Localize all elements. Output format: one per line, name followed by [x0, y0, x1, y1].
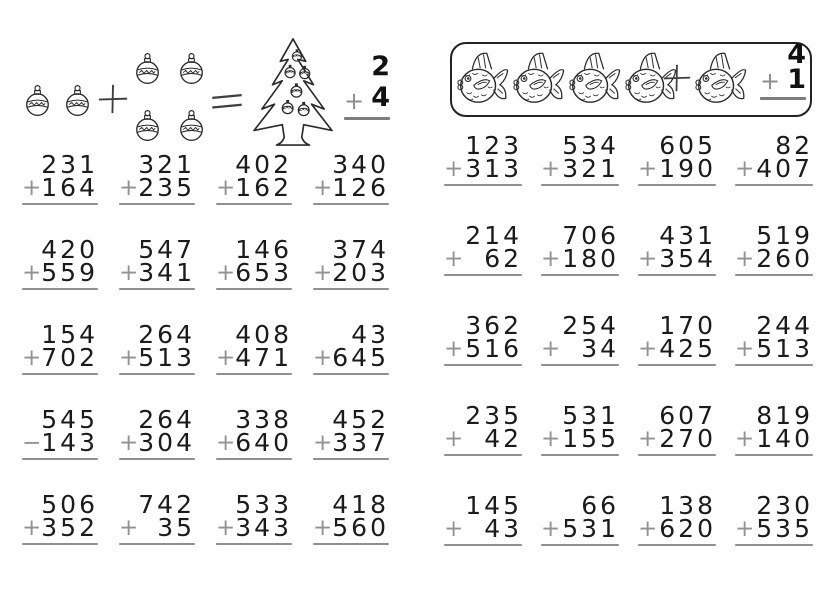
- christmas-tree-icon: [249, 36, 337, 149]
- addend-bottom: 140: [756, 424, 813, 453]
- addend-bottom: 126: [332, 173, 389, 202]
- operator: +: [638, 426, 658, 452]
- operator: +: [216, 515, 236, 541]
- addend-bottom: 645: [332, 343, 389, 372]
- column-addition-problem: [444, 491, 522, 546]
- addend-bottom: 4: [371, 82, 390, 113]
- column-addition-problem: [444, 401, 522, 456]
- addend-top: 340: [332, 150, 389, 179]
- answer-line: [760, 97, 806, 100]
- column-addition-problem: [735, 401, 813, 456]
- answer-line: [22, 543, 98, 545]
- operator: +: [119, 515, 139, 541]
- addend-bottom: 653: [235, 258, 292, 287]
- fish-group-four: [453, 48, 677, 110]
- column-addition-problem: [638, 491, 716, 546]
- addend-bottom: 43: [484, 514, 522, 543]
- equals-icon: [210, 91, 244, 113]
- operator: +: [313, 260, 333, 286]
- answer-line: [313, 458, 389, 460]
- bauble-group-two: [24, 84, 91, 118]
- addend-bottom: 42: [484, 424, 522, 453]
- operator: +: [216, 175, 236, 201]
- addend-top: 123: [465, 131, 522, 160]
- addend-bottom: 471: [235, 343, 292, 372]
- addend-bottom: 352: [41, 513, 98, 542]
- answer-line: [344, 117, 390, 120]
- column-addition-problem: [444, 311, 522, 366]
- operator: +: [541, 156, 561, 182]
- addend-top: 43: [351, 320, 389, 349]
- answer-line: [735, 454, 813, 456]
- addend-top: 170: [659, 311, 716, 340]
- column-addition-problem: [22, 405, 98, 460]
- column-addition-problem: [313, 150, 389, 205]
- addend-bottom: 560: [332, 513, 389, 542]
- header-plus-sign: [97, 83, 129, 115]
- operator: +: [444, 246, 464, 272]
- addend-top: 374: [332, 235, 389, 264]
- fish-icon: [509, 48, 567, 110]
- column-addition-problem: [735, 491, 813, 546]
- addend-bottom: 203: [332, 258, 389, 287]
- header-equals-sign: [210, 91, 244, 113]
- operator: +: [22, 515, 42, 541]
- answer-line: [735, 364, 813, 366]
- answer-line: [735, 544, 813, 546]
- addend-top: 244: [756, 311, 813, 340]
- right-header-problem: [760, 39, 806, 100]
- addend-top: 506: [41, 490, 98, 519]
- fish-wrap: [691, 48, 749, 110]
- answer-line: [216, 543, 292, 545]
- answer-line: [541, 544, 619, 546]
- operator: +: [541, 336, 561, 362]
- addend-bottom: 235: [138, 173, 195, 202]
- answer-line: [22, 373, 98, 375]
- addend-bottom: 313: [465, 154, 522, 183]
- addend-bottom: 143: [41, 428, 98, 457]
- addend-bottom: 35: [157, 513, 195, 542]
- operator: +: [444, 156, 464, 182]
- answer-line: [638, 274, 716, 276]
- addend-top: 2: [371, 51, 390, 82]
- operator: +: [313, 515, 333, 541]
- addend-top: 138: [659, 491, 716, 520]
- addend-bottom: 343: [235, 513, 292, 542]
- answer-line: [735, 274, 813, 276]
- addend-bottom: 337: [332, 428, 389, 457]
- operator: +: [119, 345, 139, 371]
- column-addition-problem: [735, 221, 813, 276]
- addend-top: 66: [581, 491, 619, 520]
- addend-top: 264: [138, 320, 195, 349]
- answer-line: [313, 373, 389, 375]
- operator: +: [313, 430, 333, 456]
- fish-wrap: [509, 48, 567, 110]
- addend-bottom: 62: [484, 244, 522, 273]
- christmas-bauble-icon: [134, 52, 161, 86]
- left-problems-grid: [22, 150, 389, 545]
- operator: −: [22, 430, 42, 456]
- answer-line: [119, 458, 195, 460]
- operator: +: [735, 336, 755, 362]
- column-addition-problem: [541, 401, 619, 456]
- operator: +: [444, 516, 464, 542]
- addend-top: 742: [138, 490, 195, 519]
- operator: +: [22, 345, 42, 371]
- christmas-tree-illustration: [249, 36, 337, 149]
- column-addition-problem: [216, 235, 292, 290]
- answer-line: [444, 454, 522, 456]
- right-problems-grid: [444, 131, 813, 546]
- operator: +: [444, 336, 464, 362]
- column-addition-problem: [119, 405, 195, 460]
- column-addition-problem: [735, 131, 813, 186]
- operator: +: [541, 246, 561, 272]
- addend-top: 605: [659, 131, 716, 160]
- addend-bottom: 164: [41, 173, 98, 202]
- column-addition-problem: [22, 490, 98, 545]
- column-addition-problem: [22, 320, 98, 375]
- column-addition-problem: [638, 131, 716, 186]
- addend-bottom: 180: [562, 244, 619, 273]
- addend-top: 545: [41, 405, 98, 434]
- column-addition-problem: [444, 131, 522, 186]
- operator: +: [119, 430, 139, 456]
- operator: +: [22, 175, 42, 201]
- column-addition-problem: [216, 490, 292, 545]
- operator: +: [444, 426, 464, 452]
- operator: +: [638, 336, 658, 362]
- addend-top: 214: [465, 221, 522, 250]
- addend-bottom: 640: [235, 428, 292, 457]
- fish-icon: [691, 48, 749, 110]
- answer-line: [313, 203, 389, 205]
- plus-icon: [662, 63, 692, 93]
- operator: +: [735, 246, 755, 272]
- addend-top: 706: [562, 221, 619, 250]
- addend-bottom: 531: [562, 514, 619, 543]
- plus-icon: [97, 83, 129, 115]
- addend-bottom: 620: [659, 514, 716, 543]
- addend-top: 82: [775, 131, 813, 160]
- operator: +: [735, 156, 755, 182]
- operator: +: [541, 426, 561, 452]
- addend-bottom: 516: [465, 334, 522, 363]
- operator: +: [760, 67, 781, 95]
- addend-bottom: 162: [235, 173, 292, 202]
- answer-line: [444, 184, 522, 186]
- answer-line: [216, 373, 292, 375]
- addend-bottom: 535: [756, 514, 813, 543]
- column-addition-problem: [541, 311, 619, 366]
- addend-top: 607: [659, 401, 716, 430]
- fish-wrap: [565, 48, 623, 110]
- column-addition-problem: [119, 235, 195, 290]
- answer-line: [638, 184, 716, 186]
- operator: +: [119, 175, 139, 201]
- column-addition-problem: [444, 221, 522, 276]
- addend-top: 420: [41, 235, 98, 264]
- fish-icon: [453, 48, 511, 110]
- column-addition-problem: [313, 320, 389, 375]
- answer-line: [638, 454, 716, 456]
- addend-bottom: 354: [659, 244, 716, 273]
- answer-line: [313, 288, 389, 290]
- operator: +: [119, 260, 139, 286]
- addend-top: 154: [41, 320, 98, 349]
- addend-top: 231: [41, 150, 98, 179]
- column-addition-problem: [313, 490, 389, 545]
- column-addition-problem: [735, 311, 813, 366]
- answer-line: [119, 543, 195, 545]
- christmas-bauble-icon: [178, 109, 205, 143]
- column-addition-problem: [313, 235, 389, 290]
- addend-top: 338: [235, 405, 292, 434]
- answer-line: [444, 544, 522, 546]
- operator: +: [344, 87, 365, 115]
- addend-bottom: 407: [756, 154, 813, 183]
- addend-top: 408: [235, 320, 292, 349]
- answer-line: [216, 288, 292, 290]
- answer-line: [216, 203, 292, 205]
- addend-bottom: 513: [138, 343, 195, 372]
- column-addition-problem: [638, 311, 716, 366]
- addend-top: 533: [235, 490, 292, 519]
- addend-bottom: 1: [787, 64, 806, 95]
- addend-bottom: 270: [659, 424, 716, 453]
- bauble-group-four: [134, 52, 205, 143]
- column-addition-problem: [119, 320, 195, 375]
- addend-top: 418: [332, 490, 389, 519]
- answer-line: [22, 458, 98, 460]
- answer-line: [638, 544, 716, 546]
- column-addition-problem: [216, 150, 292, 205]
- addend-top: 235: [465, 401, 522, 430]
- column-addition-problem: [22, 235, 98, 290]
- left-header-problem: [344, 52, 390, 120]
- christmas-bauble-icon: [24, 84, 51, 118]
- answer-line: [541, 274, 619, 276]
- addend-top: 531: [562, 401, 619, 430]
- christmas-bauble-icon: [134, 109, 161, 143]
- addend-top: 519: [756, 221, 813, 250]
- column-addition-problem: [541, 491, 619, 546]
- addend-bottom: 702: [41, 343, 98, 372]
- christmas-bauble-icon: [64, 84, 91, 118]
- fish-plus-sign: [662, 63, 692, 93]
- column-addition-problem: [216, 405, 292, 460]
- addend-bottom: 304: [138, 428, 195, 457]
- addend-top: 230: [756, 491, 813, 520]
- answer-line: [216, 458, 292, 460]
- answer-line: [119, 373, 195, 375]
- operator: +: [216, 260, 236, 286]
- addend-bottom: 190: [659, 154, 716, 183]
- column-addition-problem: [119, 150, 195, 205]
- addend-top: 254: [562, 311, 619, 340]
- operator: +: [638, 516, 658, 542]
- answer-line: [119, 203, 195, 205]
- fish-group-one: [691, 48, 749, 110]
- addend-bottom: 513: [756, 334, 813, 363]
- addend-top: 819: [756, 401, 813, 430]
- operator: +: [735, 426, 755, 452]
- addend-top: 321: [138, 150, 195, 179]
- answer-line: [313, 543, 389, 545]
- addend-top: 431: [659, 221, 716, 250]
- answer-line: [22, 203, 98, 205]
- addend-bottom: 341: [138, 258, 195, 287]
- addend-top: 146: [235, 235, 292, 264]
- answer-line: [444, 274, 522, 276]
- answer-line: [541, 184, 619, 186]
- column-addition-problem: [313, 405, 389, 460]
- operator: +: [638, 246, 658, 272]
- addend-top: 264: [138, 405, 195, 434]
- addend-top: 547: [138, 235, 195, 264]
- fish-icon: [565, 48, 623, 110]
- answer-line: [638, 364, 716, 366]
- column-addition-problem: [638, 401, 716, 456]
- column-addition-problem: [22, 150, 98, 205]
- addend-top: 452: [332, 405, 389, 434]
- column-addition-problem: [541, 131, 619, 186]
- answer-line: [735, 184, 813, 186]
- column-addition-problem: [119, 490, 195, 545]
- operator: +: [735, 516, 755, 542]
- column-addition-problem: [216, 320, 292, 375]
- fish-wrap: [453, 48, 511, 110]
- addend-top: 534: [562, 131, 619, 160]
- christmas-bauble-icon: [178, 52, 205, 86]
- addend-bottom: 34: [581, 334, 619, 363]
- operator: +: [541, 516, 561, 542]
- operator: +: [313, 345, 333, 371]
- operator: +: [22, 260, 42, 286]
- addend-top: 402: [235, 150, 292, 179]
- answer-line: [22, 288, 98, 290]
- answer-line: [119, 288, 195, 290]
- answer-line: [541, 454, 619, 456]
- addend-top: 4: [787, 39, 806, 70]
- column-addition-problem: [638, 221, 716, 276]
- addend-bottom: 425: [659, 334, 716, 363]
- addend-top: 145: [465, 491, 522, 520]
- operator: +: [216, 430, 236, 456]
- operator: +: [638, 156, 658, 182]
- addend-bottom: 155: [562, 424, 619, 453]
- answer-line: [541, 364, 619, 366]
- column-addition-problem: [541, 221, 619, 276]
- operator: +: [216, 345, 236, 371]
- addend-bottom: 260: [756, 244, 813, 273]
- addend-bottom: 559: [41, 258, 98, 287]
- addend-top: 362: [465, 311, 522, 340]
- operator: +: [313, 175, 333, 201]
- addend-bottom: 321: [562, 154, 619, 183]
- answer-line: [444, 364, 522, 366]
